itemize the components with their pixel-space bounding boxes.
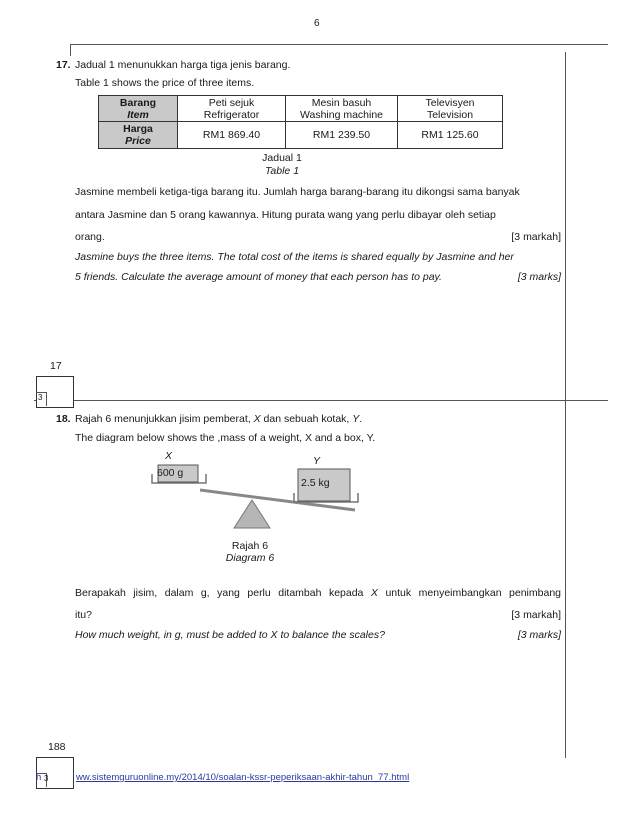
header-rule: [70, 44, 608, 45]
q18-question-ms-x: X: [370, 587, 378, 599]
price-table-price-row: [99, 122, 503, 149]
q18-question-ms-line2: [75, 609, 561, 621]
q18-question-en: [75, 629, 561, 641]
q17-marks-ms: [3 markah]: [511, 231, 561, 243]
q18-question-ms-line1: [75, 587, 561, 599]
q17-score-value: 3: [38, 393, 43, 402]
q18-number: 18.: [56, 413, 71, 425]
price-table-item-row: [99, 96, 503, 122]
weight-y-value: 2.5 kg: [301, 477, 330, 489]
diagram-label-y: Y: [313, 455, 321, 467]
q17-margin-number: 17: [50, 360, 62, 372]
q17-intro-ms: Jadual 1 menunukkan harga tiga jenis barang.: [75, 59, 291, 71]
q18-marks-en: [3 marks]: [517, 629, 561, 641]
q18-score-value: 3: [44, 774, 49, 783]
balance-scale-diagram: [140, 448, 370, 538]
q18-intro-ms-part3: .: [359, 413, 363, 425]
item-label-cell: [99, 96, 178, 122]
price-cell: RM1 125.60: [398, 122, 503, 149]
price-label-en: Price: [125, 135, 151, 147]
q18-question-ms-part1: Berapakah jisim, dalam g, yang perlu ditambah kepada: [75, 587, 371, 599]
q17-body-en-line1-text: Jasmine buys the three items. The total cost of the items is shared equally by Jasmine and her: [75, 251, 514, 263]
q17-number: 17.: [56, 59, 71, 71]
price-label-cell: [99, 122, 178, 149]
q17-body-en-line1: [75, 251, 561, 263]
price-table: [98, 95, 503, 149]
table-caption-en: Table 1: [264, 165, 300, 177]
q17-body-ms-line1-text: Jasmine membeli ketiga-tiga barang itu. Jumlah harga barang-barang itu dikongsi sama banyak: [75, 186, 520, 198]
q18-intro-ms-part2: dan sebuah kotak,: [260, 413, 353, 425]
q18-question-ms-part2: untuk menyeimbangkan penimbang: [377, 587, 561, 599]
q17-marks-en: [3 marks]: [517, 271, 561, 283]
footer-url-start[interactable]: h: [36, 772, 42, 783]
price-label-ms: Harga: [123, 123, 153, 135]
diagram-caption-ms: Rajah 6: [231, 540, 269, 552]
diagram-label-x: X: [165, 450, 173, 462]
q18-marks-ms: [3 markah]: [511, 609, 561, 621]
item-cell: [178, 96, 286, 122]
right-margin-line: [565, 52, 566, 758]
q18-question-en-text: How much weight, in g, must be added to X to balance the scales?: [75, 629, 385, 641]
item-name-en: Refrigerator: [203, 108, 260, 121]
diagram-caption-en: Diagram 6: [225, 552, 275, 564]
question-divider: [34, 400, 608, 401]
q17-body-ms-line1: [75, 186, 561, 198]
item-name-en: Washing machine: [299, 108, 384, 121]
item-name-ms: Televisyen: [425, 96, 475, 109]
q17-body-ms-line2-text: antara Jasmine dan 5 orang kawannya. Hitung purata wang yang perlu dibayar oleh setiap: [75, 209, 496, 221]
item-label-en: Item: [127, 108, 149, 121]
q18-intro-ms: [75, 413, 362, 426]
q18-question-ms-line2-text: itu?: [75, 609, 92, 621]
q17-score-box-divider-v: [46, 392, 47, 406]
q18-margin-number: 188: [48, 741, 66, 753]
q17-body-ms-line3: [75, 231, 561, 243]
fulcrum-triangle: [234, 500, 270, 528]
q18-intro-ms-part1: Rajah 6 menunjukkan jisim pemberat,: [75, 413, 254, 425]
price-cell: RM1 869.40: [178, 122, 286, 149]
q17-intro-en: Table 1 shows the price of three items.: [75, 77, 255, 89]
item-name-ms: Peti sejuk: [208, 96, 255, 109]
q17-body-en-line2-text: 5 friends. Calculate the average amount of money that each person has to pay.: [75, 271, 442, 283]
item-label-ms: Barang: [119, 96, 157, 109]
item-name-ms: Mesin basuh: [311, 96, 372, 109]
q17-body-ms-line3-text: orang.: [75, 231, 105, 243]
q18-intro-en: The diagram below shows the ,mass of a weight, X and a box, Y.: [75, 432, 376, 444]
q17-body-en-line2: [75, 271, 561, 283]
item-cell: [286, 96, 398, 122]
table-caption-ms: Jadual 1: [262, 152, 302, 164]
footer-url-link[interactable]: ww.sistemguruonline.my/2014/10/soalan-kssr-peperiksaan-akhir-tahun_77.html: [76, 772, 410, 783]
weight-x-value: 600 g: [157, 467, 184, 479]
price-cell: RM1 239.50: [286, 122, 398, 149]
item-cell: [398, 96, 503, 122]
q17-body-ms-line2: [75, 209, 561, 221]
q18-intro-ms-x: X: [253, 413, 261, 425]
item-name-en: Television: [426, 108, 474, 121]
q18-intro-ms-y: Y: [352, 413, 360, 425]
page-number: 6: [314, 18, 320, 29]
left-margin-tick: [70, 44, 71, 56]
